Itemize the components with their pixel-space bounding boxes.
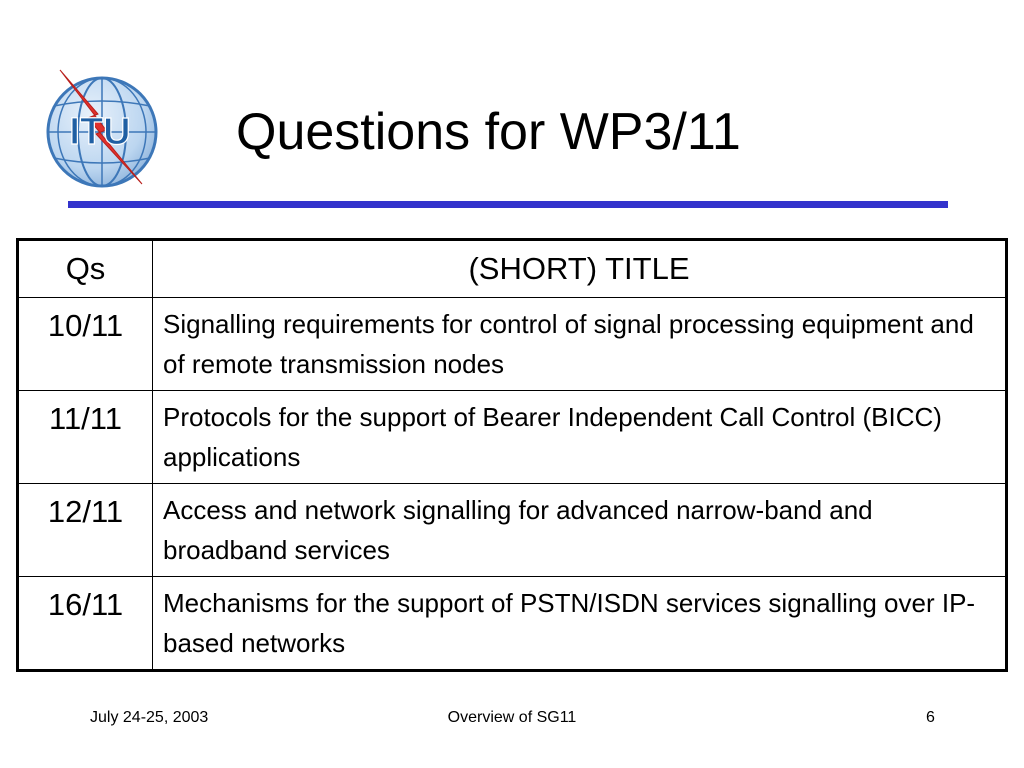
table-row bbox=[18, 577, 1007, 671]
table-row bbox=[18, 484, 1007, 577]
slide-title: Questions for WP3/11 bbox=[236, 103, 741, 161]
table-row bbox=[18, 391, 1007, 484]
itu-globe-icon bbox=[38, 66, 162, 194]
logo-text: ITU bbox=[69, 111, 131, 153]
question-title: Protocols for the support of Bearer Independent Call Control (BICC) applications bbox=[153, 391, 1007, 484]
question-number: 12/11 bbox=[18, 484, 153, 577]
footer-title: Overview of SG11 bbox=[447, 709, 577, 726]
question-number: 16/11 bbox=[18, 577, 153, 671]
table-header-row bbox=[18, 240, 1007, 298]
header-title: (SHORT) TITLE bbox=[153, 240, 1007, 298]
question-title: Access and network signalling for advanced narrow-band and broadband services bbox=[153, 484, 1007, 577]
question-number: 10/11 bbox=[18, 298, 153, 391]
header-qs: Qs bbox=[18, 240, 153, 298]
title-divider bbox=[68, 201, 948, 208]
table-row bbox=[18, 298, 1007, 391]
footer-date: July 24-25, 2003 bbox=[90, 709, 209, 726]
question-number: 11/11 bbox=[18, 391, 153, 484]
question-title: Signalling requirements for control of signal processing equipment and of remote transmission nodes bbox=[153, 298, 1007, 391]
page-number: 6 bbox=[926, 709, 935, 726]
itu-logo bbox=[38, 66, 162, 194]
question-title: Mechanisms for the support of PSTN/ISDN services signalling over IP-based networks bbox=[153, 577, 1007, 671]
questions-table bbox=[16, 238, 1008, 672]
